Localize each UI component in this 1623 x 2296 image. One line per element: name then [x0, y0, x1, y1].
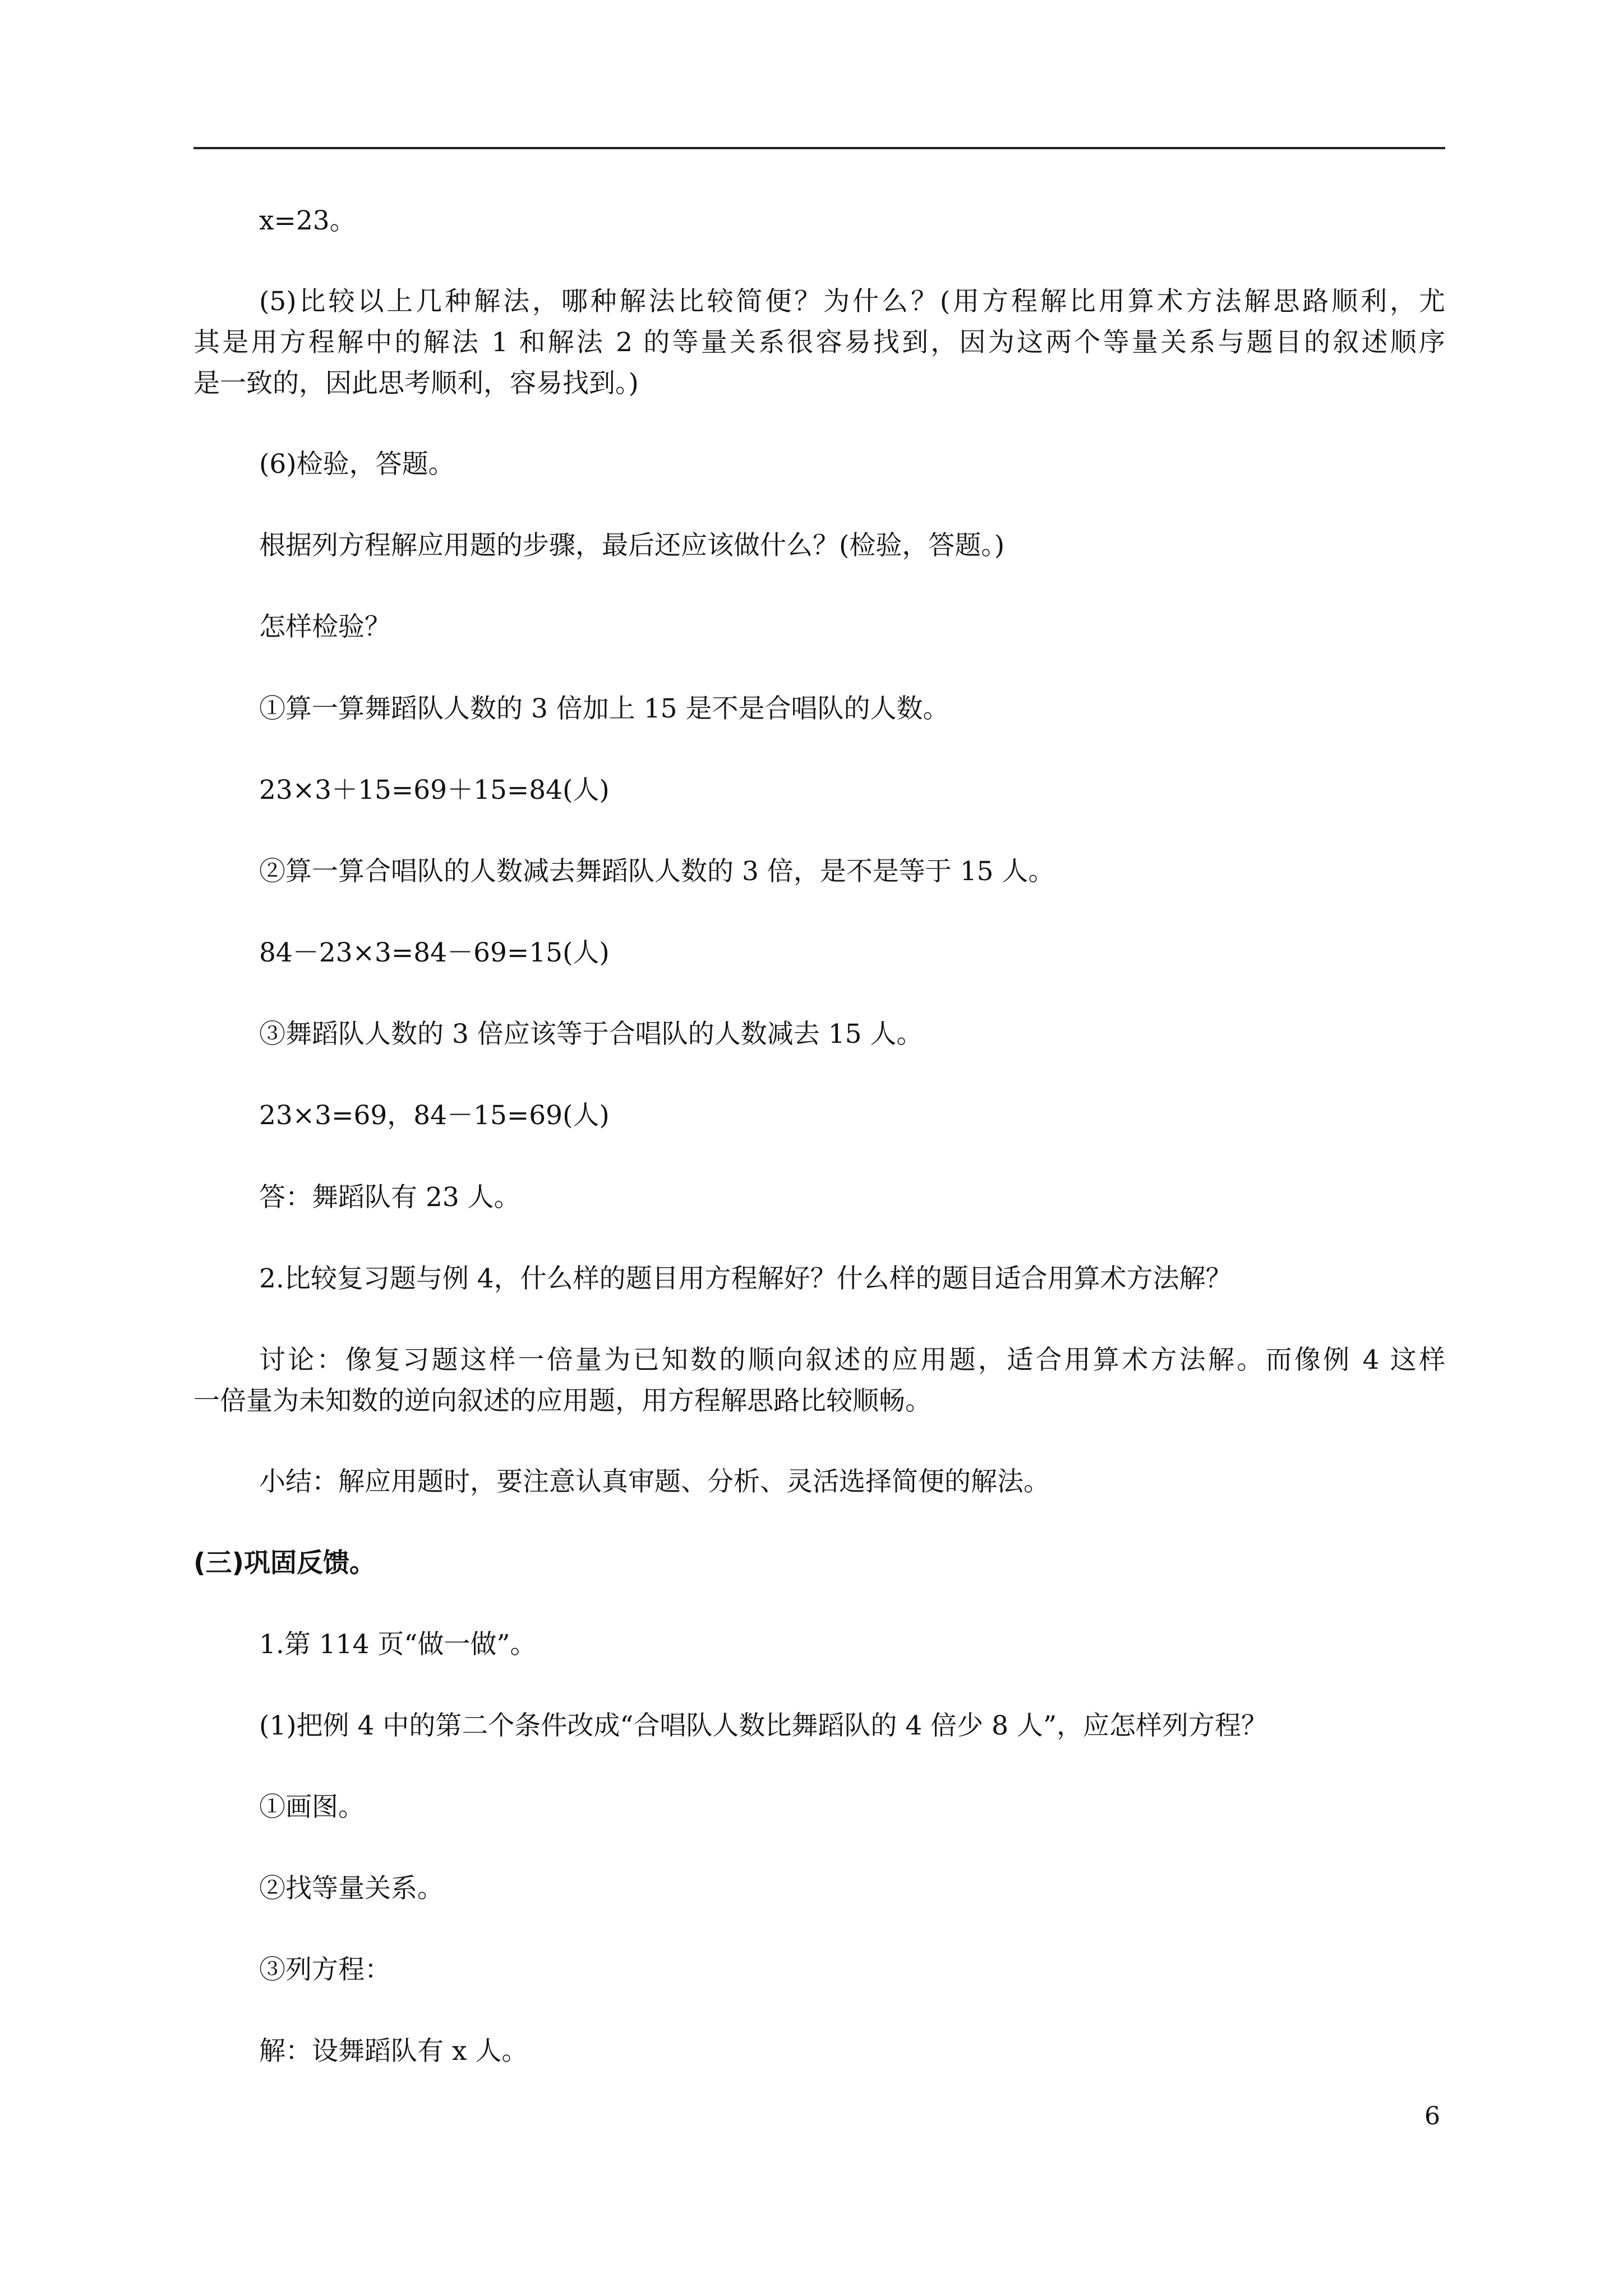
text-line: 讨论：像复习题这样一倍量为已知数的顺向叙述的应用题，适合用算术方法解。而像例 4 这样 [259, 1345, 1445, 1375]
equation-line: 23×3=69，84－15=69(人) [259, 1100, 610, 1131]
text-line: ③列方程： [259, 1954, 391, 1985]
text-line: x=23。 [259, 205, 356, 236]
text-line: ①画图。 [259, 1792, 365, 1823]
section-heading: (三)巩固反馈。 [193, 1548, 376, 1579]
equation-line: 84－23×3=84－69=15(人) [259, 937, 610, 968]
text-line: ②算一算合唱队的人数减去舞蹈队人数的 3 倍，是不是等于 15 人。 [259, 856, 1055, 887]
text-line: 答：舞蹈队有 23 人。 [259, 1182, 520, 1213]
text-line: ③舞蹈队人数的 3 倍应该等于合唱队的人数减去 15 人。 [259, 1019, 923, 1050]
text-line: (6)检验，答题。 [259, 449, 455, 480]
header-rule [193, 147, 1445, 149]
text-line: (1)把例 4 中的第二个条件改成“合唱队人数比舞蹈队的 4 倍少 8 人”，应怎样列方程？ [259, 1710, 1267, 1741]
text-line: (5)比较以上几种解法，哪种解法比较简便？为什么？(用方程解比用算术方法解思路顺利，尤 [259, 286, 1445, 317]
text-line: ①算一算舞蹈队人数的 3 倍加上 15 是不是合唱队的人数。 [259, 693, 949, 724]
text-line: 一倍量为未知数的逆向叙述的应用题，用方程解思路比较顺畅。 [193, 1386, 932, 1416]
text-line: 是一致的，因此思考顺利，容易找到。) [193, 368, 639, 399]
text-line: 2.比较复习题与例 4，什么样的题目用方程解好？什么样的题目适合用算术方法解？ [259, 1263, 1232, 1294]
text-line: 其是用方程解中的解法 1 和解法 2 的等量关系很容易找到，因为这两个等量关系与题目的叙述顺序 [193, 327, 1445, 358]
text-line: 根据列方程解应用题的步骤，最后还应该做什么？(检验，答题。) [259, 530, 1005, 561]
text-line: 解：设舞蹈队有 x 人。 [259, 2036, 528, 2067]
text-line: 怎样检验？ [259, 611, 391, 642]
page-number: 6 [1424, 2102, 1440, 2131]
text-line: 小结：解应用题时，要注意认真审题、分析、灵活选择简便的解法。 [259, 1466, 1050, 1497]
text-line: ②找等量关系。 [259, 1873, 444, 1904]
text-line: 1.第 114 页“做一做”。 [259, 1629, 537, 1660]
equation-line: 23×3＋15=69＋15=84(人) [259, 775, 610, 806]
